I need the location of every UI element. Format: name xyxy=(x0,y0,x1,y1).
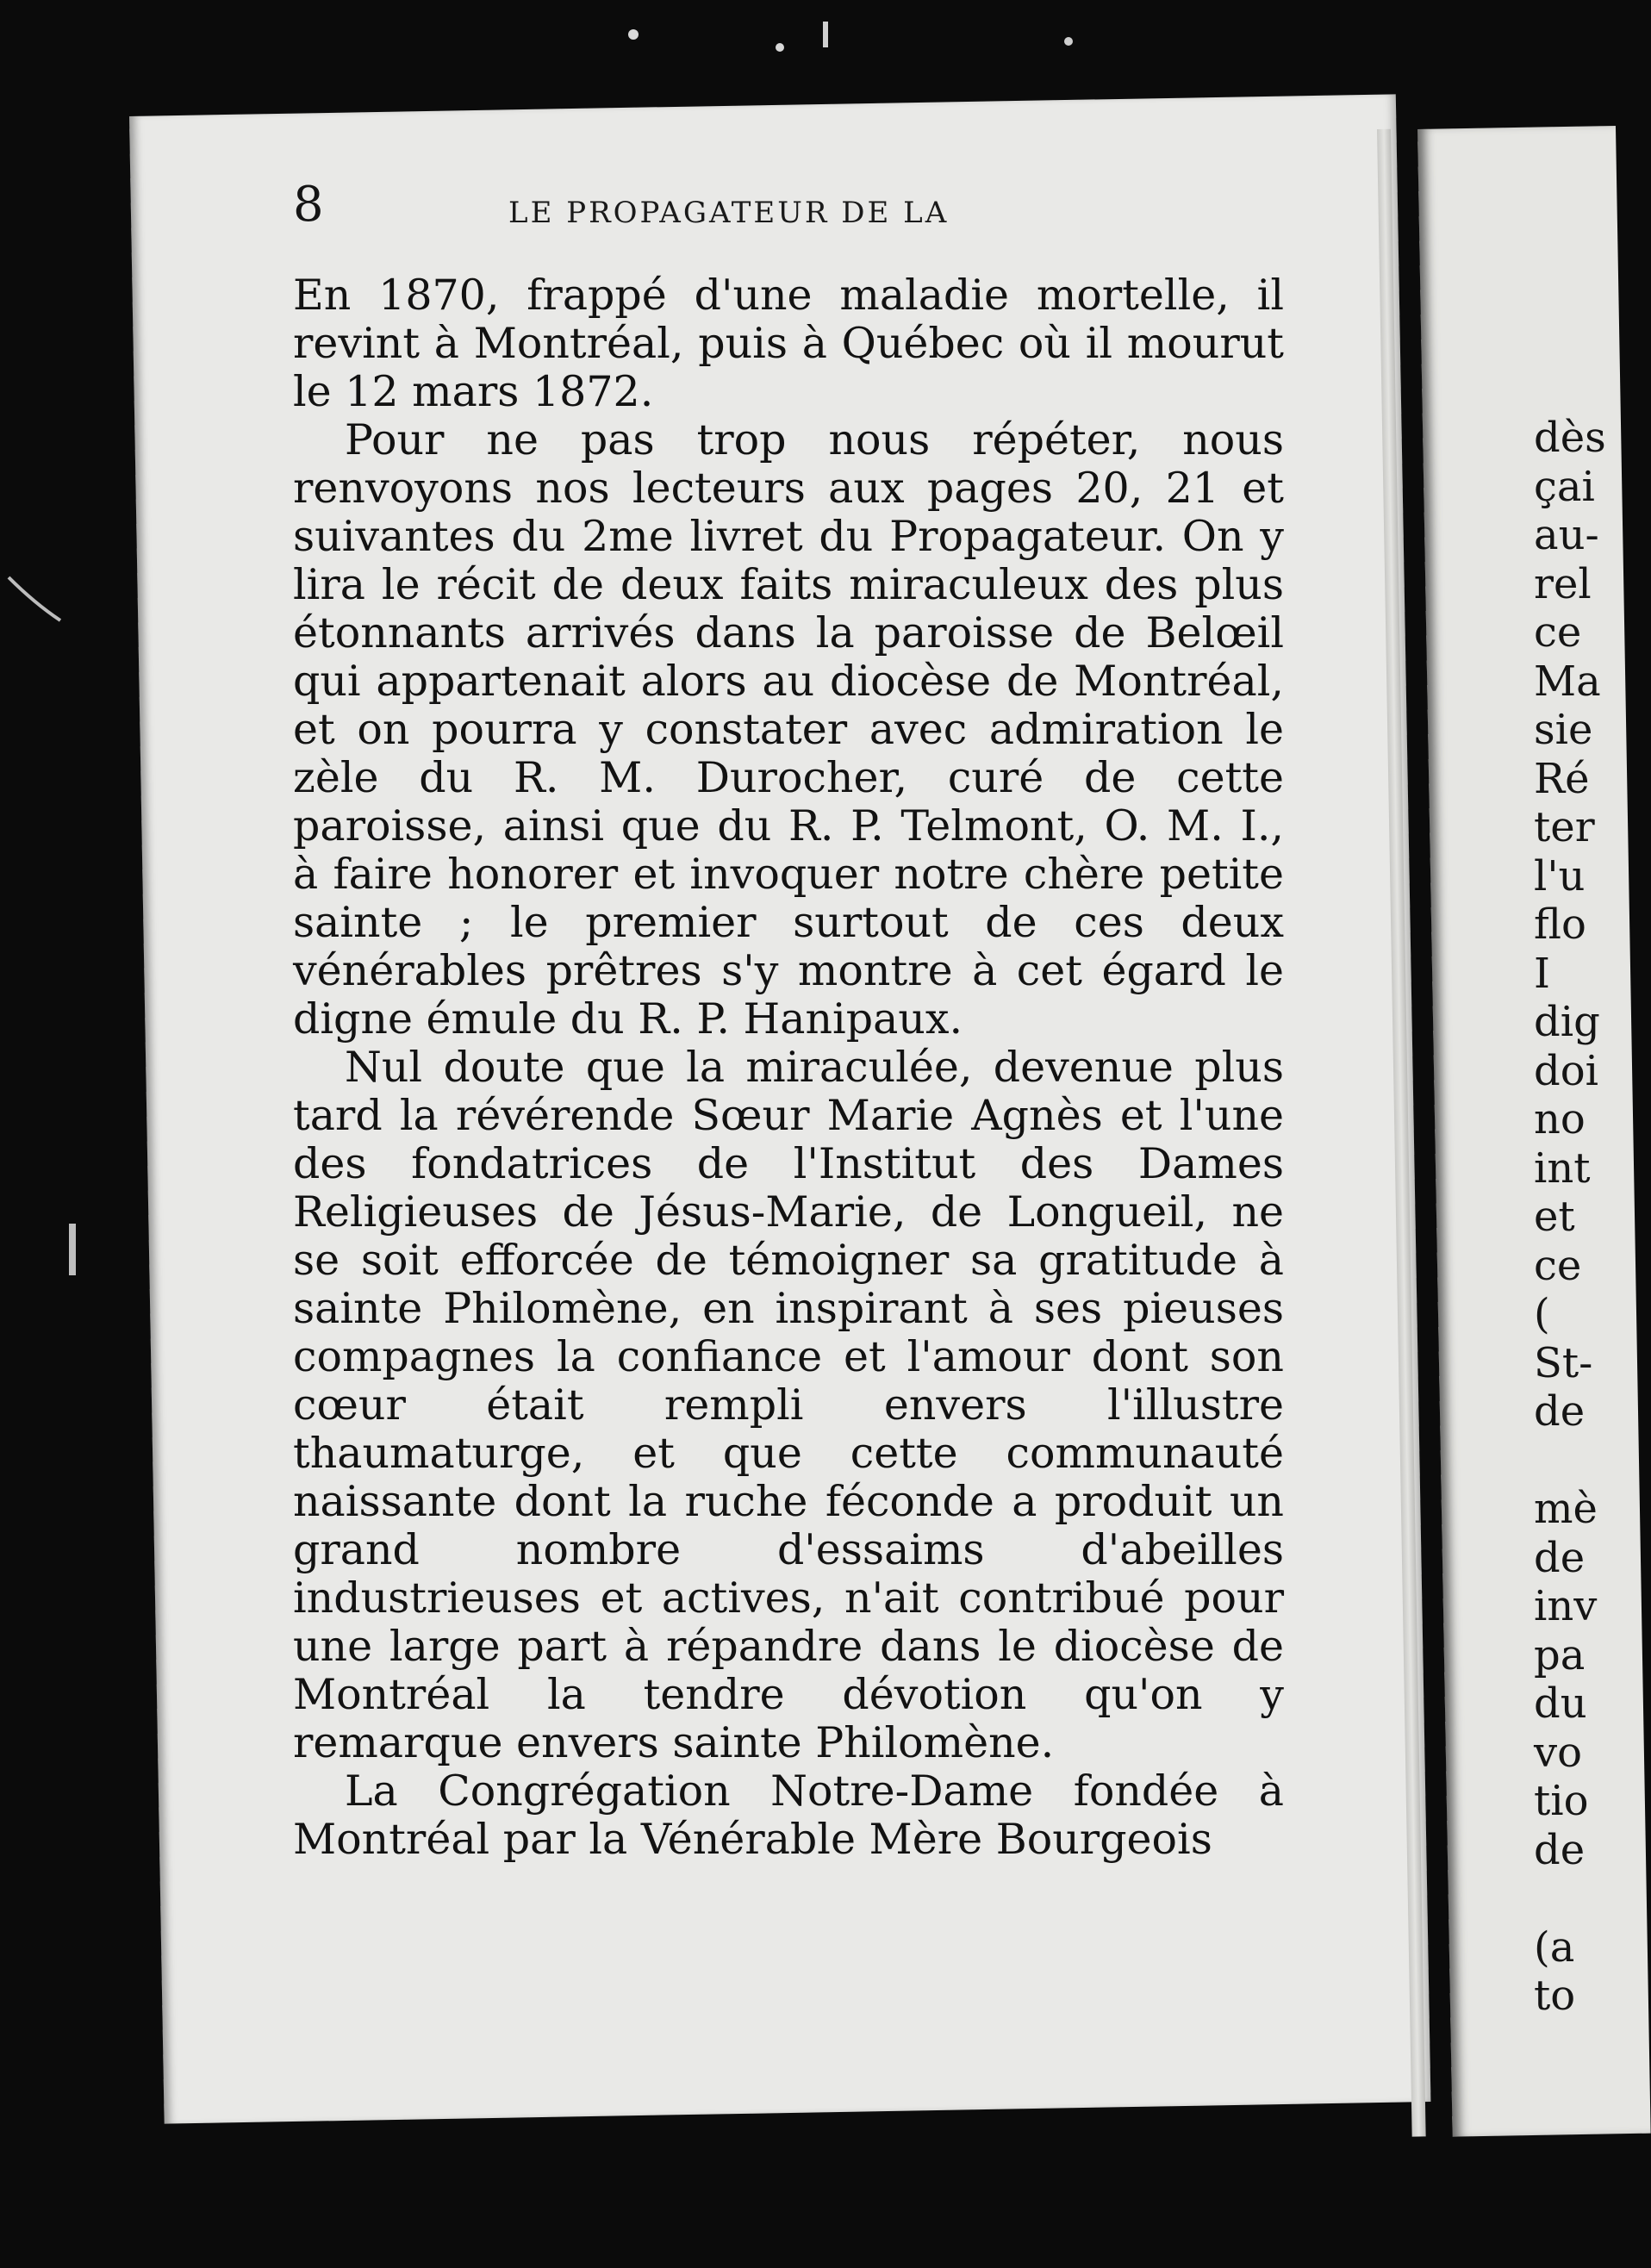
right-page-fragment xyxy=(1534,1436,1611,1486)
right-page-fragment: rel xyxy=(1534,559,1592,608)
right-page-fragment: ter xyxy=(1534,803,1595,851)
right-page-fragment: ce xyxy=(1534,608,1582,657)
right-page-fragment: int xyxy=(1534,1143,1591,1193)
right-page-fragment: St- xyxy=(1534,1338,1593,1387)
right-page-fragment: I xyxy=(1534,949,1550,998)
right-page-fragment: sie xyxy=(1534,706,1593,754)
right-page-fragment: dès xyxy=(1534,414,1606,462)
right-page-fragment: du xyxy=(1534,1679,1587,1728)
running-head: LE PROPAGATEUR DE LA xyxy=(508,196,950,230)
right-page-fragment: tio xyxy=(1534,1777,1589,1825)
right-page-fragment: inv xyxy=(1534,1582,1598,1630)
right-page-fragment: de xyxy=(1534,1387,1586,1436)
right-page-fragment: l'u xyxy=(1534,851,1586,900)
paragraph-4: La Congrégation Notre-Dame fondée à Montréal par la Vénérable Mère Bourgeois xyxy=(293,1766,1284,1864)
right-page-fragment: mè xyxy=(1534,1485,1598,1533)
right-page-fragment: de xyxy=(1534,1825,1586,1874)
right-page-fragment: (a xyxy=(1534,1922,1575,1972)
paragraph-3: Nul doute que la miraculée, devenue plus tard la révérende Sœur Marie Agnès et l'une des fondatrices de l'Institut des Dames Religieuses de Jésus-Marie, de Longueil, ne se soit efforcée de témoigner sa gratitude à sainte Philomène, en inspirant à ses pieuses compagnes la confiance et l'amour dont son cœur était rempli envers l'illustre thaumaturge, et que cette communauté naissante dont la ruche féconde a produit un grand nombre d'essaims d'abeilles industrieuses et actives, n'ait contribué pour une large part à répandre dans le diocèse de Montréal la tendre dévotion qu'on y remarque envers sainte Philomène. xyxy=(293,1043,1284,1767)
paragraph-1: En 1870, frappé d'une maladie mortelle, il revint à Montréal, puis à Québec où il mourut le 12 mars 1872. xyxy=(293,271,1284,416)
page-header xyxy=(293,177,1137,246)
paragraph-2: Pour ne pas trop nous répéter, nous renvoyons nos lecteurs aux pages 20, 21 et suivantes du 2me livret du Propagateur. On y lira le récit de deux faits miraculeux des plus étonnants arrivés dans la paroisse de Belœil qui appartenait alors au diocèse de Montréal, et on pourra y constater avec admiration le zèle du R. M. Durocher, curé de cette paroisse, ainsi que du R. P. Telmont, O. M. I., à faire honorer et invoquer notre chère petite sainte ; le premier surtout de ces deux vénérables prêtres s'y montre à cet égard le digne émule du R. P. Hanipaux. xyxy=(293,415,1284,1044)
right-page-fragment: de xyxy=(1534,1533,1586,1582)
right-page-fragment: doi xyxy=(1534,1046,1598,1095)
right-page-fragment xyxy=(1534,1874,1611,1923)
right-page-fragment: dig xyxy=(1534,998,1600,1046)
right-page-fragment: pa xyxy=(1534,1630,1586,1679)
right-page-fragment: Ma xyxy=(1534,657,1601,706)
right-page-fragments xyxy=(1534,414,1611,2021)
right-page-fragment: et xyxy=(1534,1193,1575,1241)
right-page-fragment: çai xyxy=(1534,462,1595,511)
right-page-fragment: au- xyxy=(1534,511,1599,559)
right-page-fragment: no xyxy=(1534,1095,1586,1143)
page-number: 8 xyxy=(293,177,324,233)
right-page-fragment: ce xyxy=(1534,1241,1582,1290)
right-page-fragment: Ré xyxy=(1534,754,1590,803)
body-text xyxy=(293,271,1284,1864)
right-page-fragment: to xyxy=(1534,1972,1576,2020)
right-page-fragment: ( xyxy=(1534,1290,1550,1338)
right-page-fragment: flo xyxy=(1534,900,1586,949)
right-page-fragment: vo xyxy=(1534,1728,1583,1777)
